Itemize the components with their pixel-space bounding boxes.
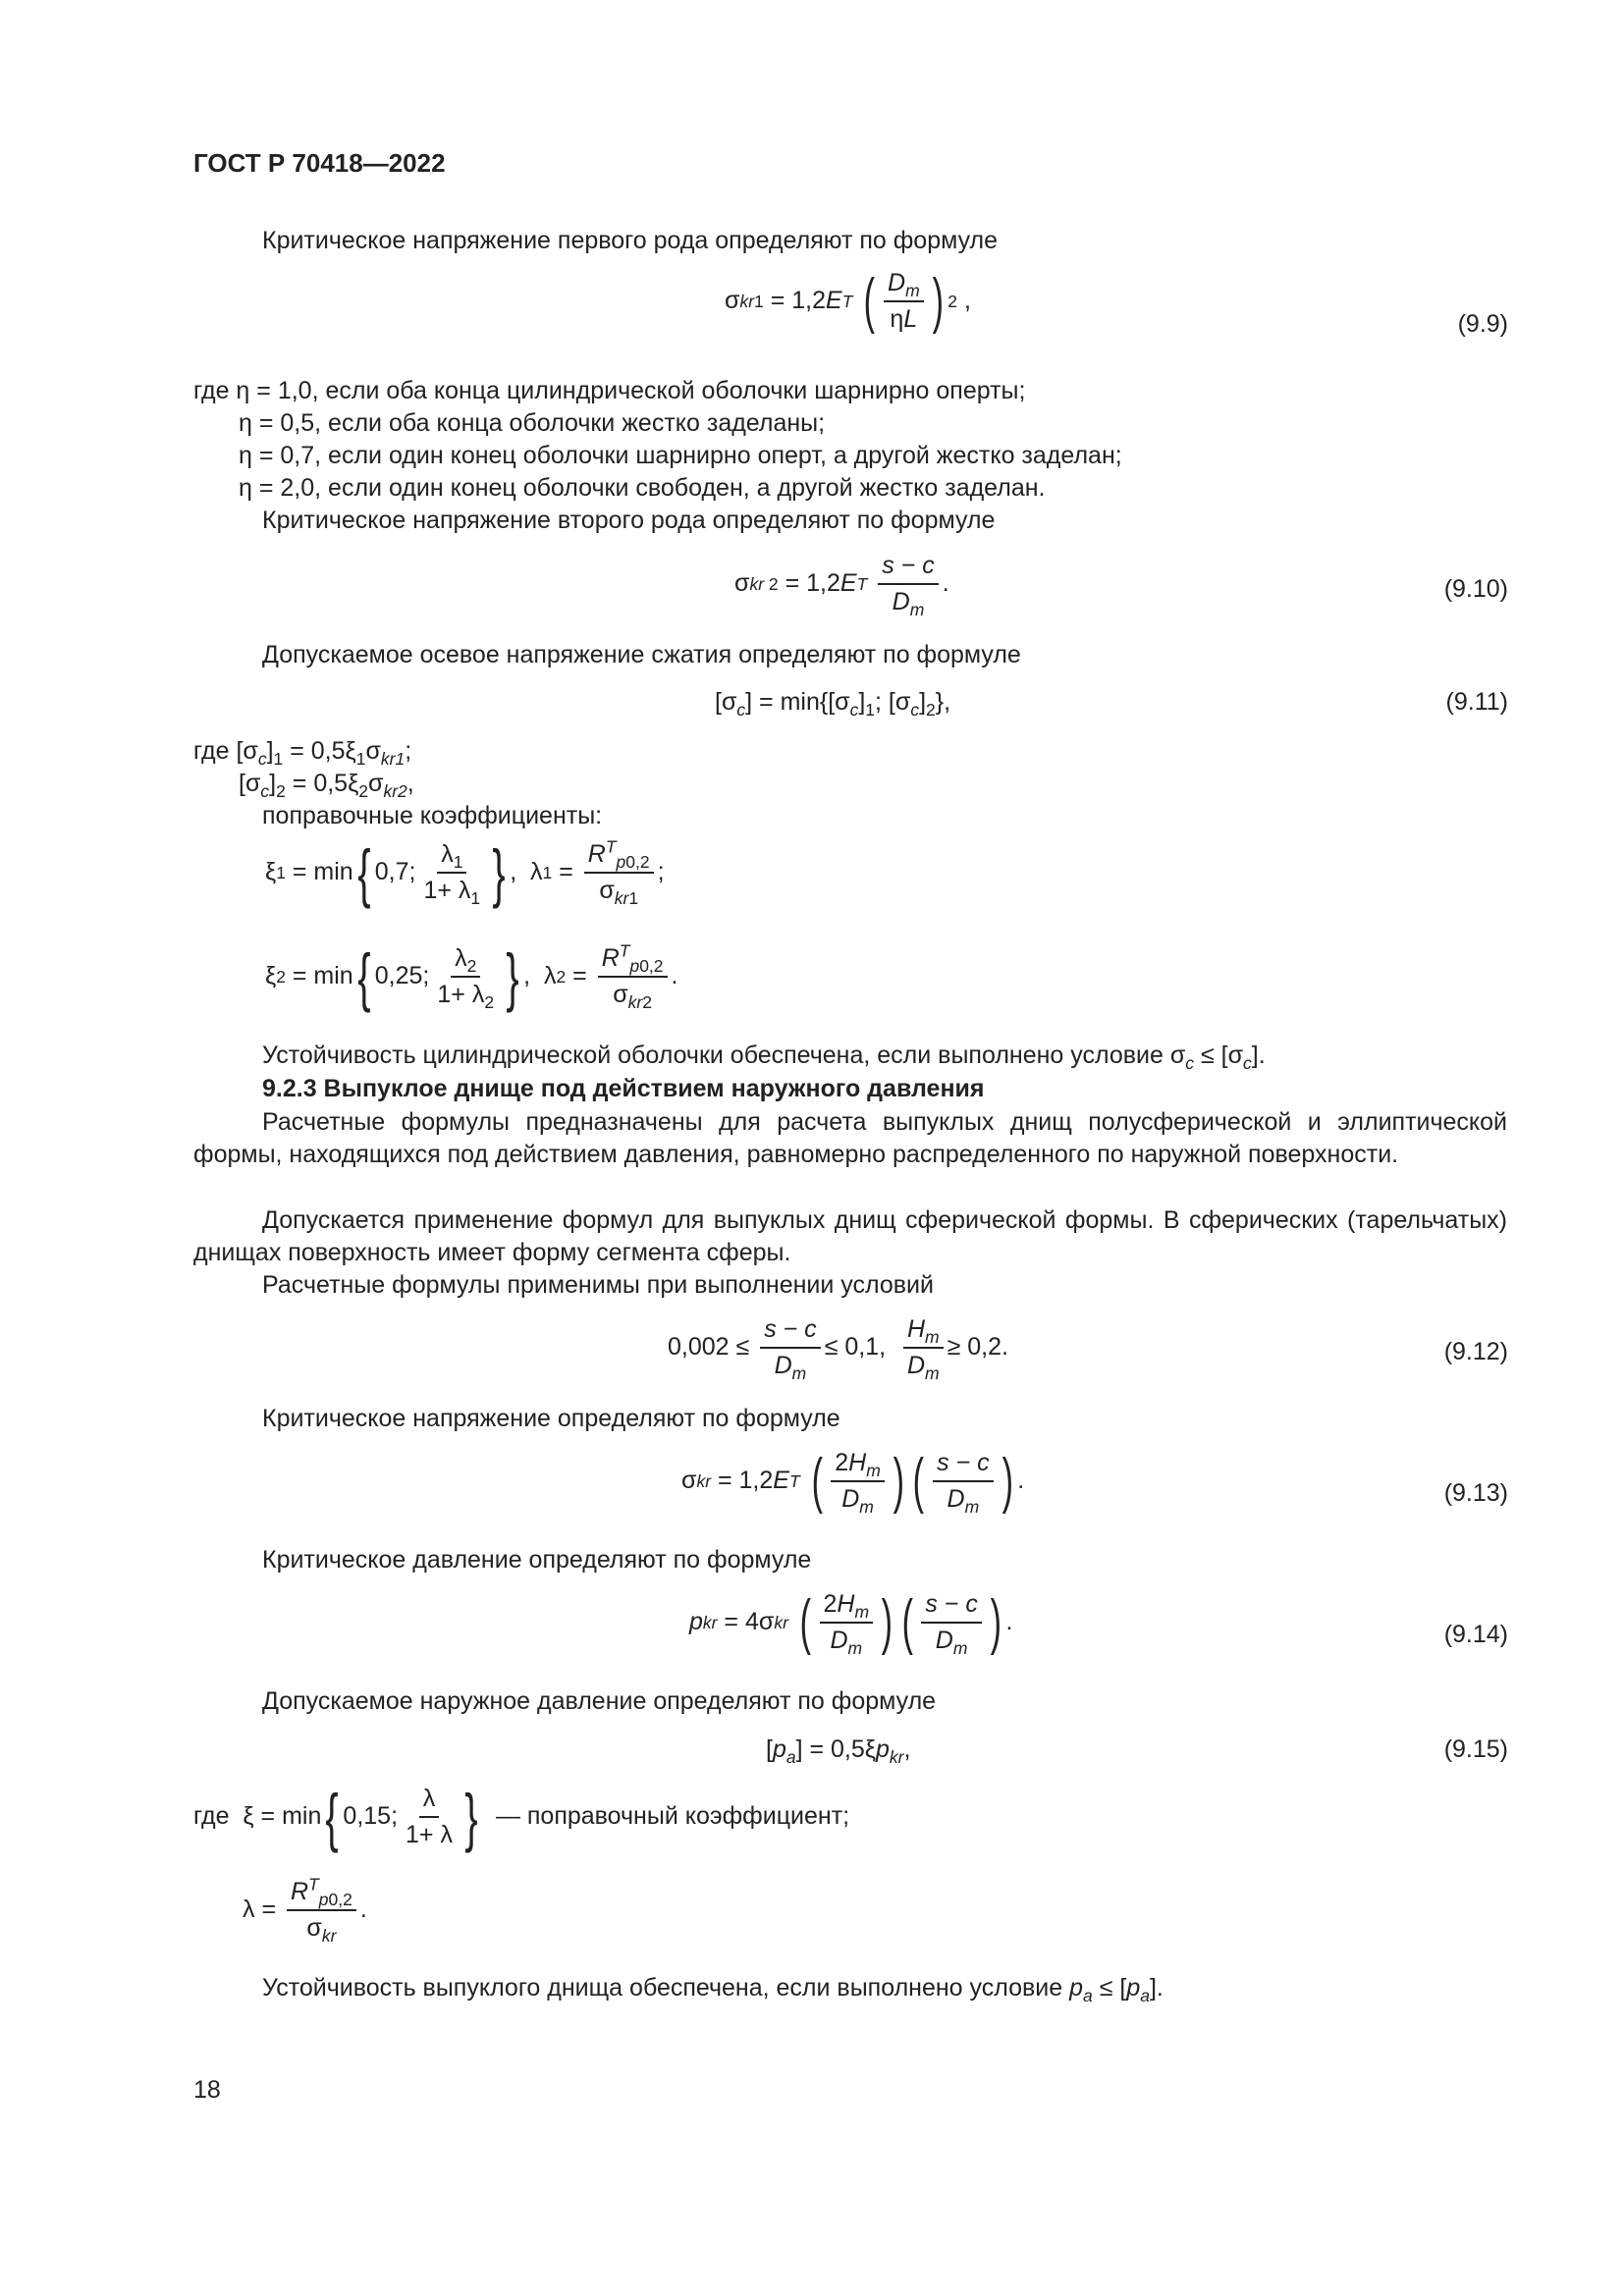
where-sigma1: где $[\sigma_c]_1 = 0,5\xi_1\sigma_{kr1}$; <box>193 737 412 770</box>
paragraph-allow-axial: Допускаемое осевое напряжение сжатия определяют по формуле <box>262 641 1021 668</box>
stability-head-text: Устойчивость выпуклого днища обеспечена, если выполнено условие <box>262 1974 1063 2002</box>
where-word: где <box>193 737 230 765</box>
paragraph-crit1: Критическое напряжение первого рода определяют по формуле <box>262 227 999 254</box>
eta-line-2: η = 0,5, если оба конца оболочки жестко заделаны; <box>239 409 826 437</box>
equation-number-9-11: (9.11) <box>1445 688 1508 716</box>
paragraph-applicable: Расчетные формулы применимы при выполнении условий <box>262 1271 934 1299</box>
equation-number-9-14: (9.14) <box>1443 1621 1508 1648</box>
formula-9-9: σ kr 1 = 1,2 E T ( $\frac{D_m}{\eta L}$ ) 2 , <box>725 266 971 335</box>
formula-xi: где ξ = min { 0,15; $\frac{\lambda}{1+ \lambda}$ } — поправочный коэффициент; <box>193 1781 850 1853</box>
eta-line-1: где η = 1,0, если оба конца цилиндрической оболочки шарнирно оперты; <box>193 377 1026 404</box>
equation-number-9-15: (9.15) <box>1443 1735 1508 1763</box>
formula-xi1: ξ 1 = min { 0,7; $\frac{\lambda_1}{1+ \lambda_1}$ } , λ 1 = $\frac{R^T_{p0,2}}{\sigma_{kr1}}$ ; <box>265 836 665 909</box>
formula-9-12: 0,002 ≤ $\frac{s - c}{D_m}$ ≤ 0,1, $\frac{H_m}{D_m}$ ≥ 0,2. <box>668 1315 1008 1383</box>
stability-cylinder-text: Устойчивость цилиндрической оболочки обеспечена, если выполнено условие σ <box>262 1041 1186 1069</box>
page-number: 18 <box>193 2076 221 2104</box>
equation-number-9-12: (9.12) <box>1443 1338 1508 1365</box>
paragraph-crit-stress: Критическое напряжение определяют по формуле <box>262 1405 840 1432</box>
section-title: 9.2.3 Выпуклое днище под действием наружного давления <box>262 1075 985 1102</box>
equation-number-9-9: (9.9) <box>1457 310 1508 338</box>
formula-9-14: p kr = 4σ kr ( $\frac{2H_m}{D_m}$ ) ( $\frac{s - c}{D_m}$ ) . <box>689 1587 1013 1658</box>
xi-note: — поправочный коэффициент; <box>495 1802 850 1831</box>
correction-coefficients-label: поправочные коэффициенты: <box>262 802 603 829</box>
formula-lambda: λ = $\frac{R^T_{p0,2}}{\sigma_{kr}}$ . <box>243 1874 367 1946</box>
document-header: ГОСТ Р 70418—2022 <box>193 148 446 178</box>
eta-line-3: η = 0,7, если один конец оболочки шарнирно оперт, а другой жестко заделан; <box>239 442 1122 469</box>
formula-xi2: ξ 2 = min { 0,25; $\frac{\lambda_2}{1+ \lambda_2}$ } , λ 2 = $\frac{R^T_{p0,2}}{\sigma_{kr2}}$ . <box>265 940 678 1013</box>
stability-cylinder: Устойчивость цилиндрической оболочки обеспечена, если выполнено условие $\sigma_c \le [\sigma_c]$. <box>262 1041 1266 1074</box>
formula-9-10: σ kr 2 = 1,2 E T $\frac{s - c}{D_m}$ . <box>734 552 949 619</box>
paragraph-allowed-spherical: Допускается применение формул для выпуклых днищ сферической формы. В сферических (тарельчатых) днищах поверхность имеет форму сегмента сферы. <box>193 1206 1507 1266</box>
paragraph-crit2: Критическое напряжение второго рода определяют по формуле <box>262 507 996 534</box>
where-sigma2: $[\sigma_c]_2 = 0,5\xi_2\sigma_{kr2}$, <box>239 770 414 802</box>
where-word-2: где <box>193 1802 230 1831</box>
paragraph-formulas-for: Расчетные формулы предназначены для расчета выпуклых днищ полусферической и эллиптической формы, находящихся под действием давления, равномерно распределенного по наружной поверхности. <box>193 1108 1507 1168</box>
formula-9-13: σ kr = 1,2 E T ( $\frac{2H_m}{D_m}$ ) ( $\frac{s - c}{D_m}$ ) . <box>681 1446 1025 1517</box>
paragraph-allow-ext: Допускаемое наружное давление определяют по формуле <box>262 1687 937 1715</box>
eta-line-4: η = 2,0, если один конец оболочки свободен, а другой жестко заделан. <box>239 474 1046 502</box>
paragraph-crit-pressure: Критическое давление определяют по формуле <box>262 1546 812 1574</box>
equation-number-9-13: (9.13) <box>1443 1479 1508 1507</box>
stability-head: Устойчивость выпуклого днища обеспечена, если выполнено условие $p_a \le [p_a]$. <box>262 1974 1164 2006</box>
formula-9-11: $[\sigma_c] = \min\{[\sigma_c]_1$; $[\sigma_c]_2$}, <box>715 688 951 721</box>
equation-number-9-10: (9.10) <box>1443 575 1508 603</box>
formula-9-15: $[p_a] = 0,5\xi p_{kr}$, <box>766 1735 911 1768</box>
